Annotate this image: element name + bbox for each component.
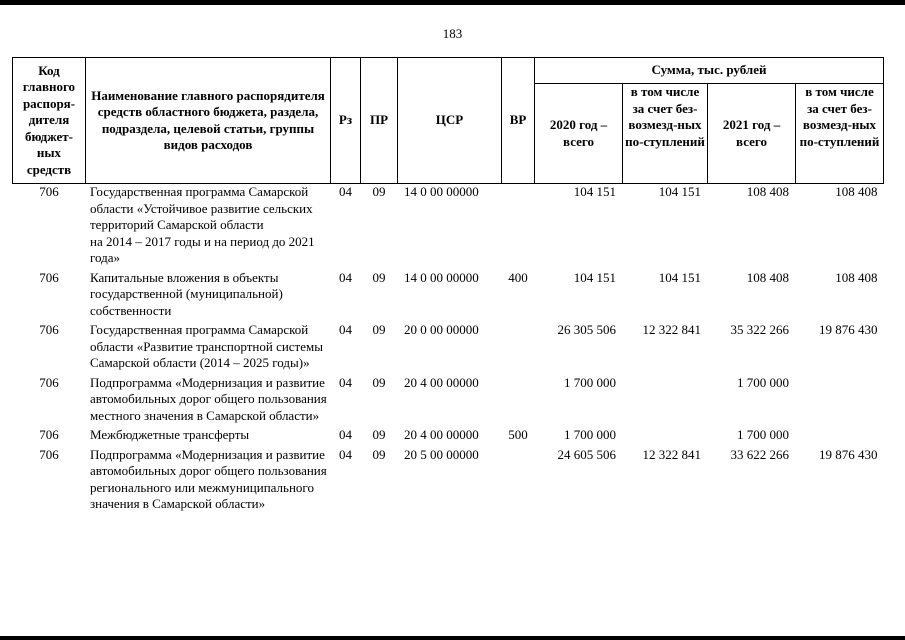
- bottom-border: [0, 636, 905, 640]
- cell-csr: 20 4 00 00000: [404, 374, 479, 390]
- header-2021-free: в том числе за счет без-возмезд-ных по-ступлений: [796, 84, 884, 184]
- cell-name: Подпрограмма «Модернизация и развитие автомобильных дорог общего пользования местного значения в Самарской области»: [90, 374, 327, 423]
- cell-2021-free: 19 876 430: [819, 322, 878, 337]
- cell-rz: 04: [339, 374, 352, 390]
- page-number: 183: [442, 26, 463, 41]
- cell-2021-total: 1 700 000: [737, 374, 789, 390]
- cell-pr: 09: [372, 269, 386, 285]
- cell-2020-free: 12 322 841: [642, 446, 701, 462]
- cell-csr: 14 0 00 00000: [404, 184, 479, 199]
- cell-2020-free: [623, 427, 708, 447]
- cell-2021-total: 35 322 266: [730, 322, 789, 337]
- table-row: [13, 270, 884, 323]
- cell-2020-total: 1 700 000: [564, 427, 616, 442]
- cell-2021-free: [796, 375, 884, 428]
- table-row: [13, 322, 884, 375]
- cell-name: Государственная программа Самарской области «Развитие транспортной системы Самарской области (2014 – 2025 годы)»: [90, 322, 323, 370]
- cell-name: Подпрограмма «Модернизация и развитие автомобильных дорог общего пользования регионального или межмуниципального значения в Самарской области»: [90, 446, 327, 511]
- cell-pr: 09: [372, 322, 386, 337]
- cell-vr: [502, 375, 535, 428]
- header-2020-total: 2020 год – всего: [535, 84, 623, 184]
- table-row: [13, 427, 884, 447]
- cell-csr: 20 0 00 00000: [404, 322, 479, 337]
- table-row: [13, 184, 884, 270]
- cell-code: 706: [39, 322, 59, 337]
- cell-rz: 04: [339, 322, 352, 337]
- header-vr: ВР: [502, 58, 535, 184]
- cell-2021-total: 33 622 266: [730, 446, 789, 462]
- cell-pr: 09: [372, 427, 386, 442]
- cell-code: 706: [39, 374, 59, 390]
- cell-rz: 04: [339, 269, 352, 285]
- cell-2020-total: 26 305 506: [557, 322, 616, 337]
- cell-2020-total: 104 151: [573, 269, 616, 285]
- cell-rz: 04: [339, 184, 352, 199]
- header-sum: Сумма, тыс. рублей: [535, 58, 884, 84]
- cell-2021-free: 19 876 430: [819, 446, 878, 462]
- table-row: [13, 375, 884, 428]
- top-border: [0, 0, 905, 5]
- header-name: Наименование главного распорядителя средств областного бюджета, раздела, подраздела, целевой статьи, группы видов расходов: [86, 58, 331, 184]
- cell-rz: 04: [339, 446, 352, 462]
- cell-2021-total: 108 408: [746, 184, 789, 199]
- header-pr: ПР: [361, 58, 398, 184]
- cell-2020-total: 24 605 506: [557, 446, 616, 462]
- cell-2020-free: 104 151: [658, 269, 701, 285]
- header-rz: Рз: [331, 58, 361, 184]
- cell-vr: 500: [508, 427, 528, 442]
- cell-2020-total: 1 700 000: [564, 374, 616, 390]
- header-2021-total: 2021 год – всего: [708, 84, 796, 184]
- cell-csr: 14 0 00 00000: [404, 269, 479, 285]
- cell-2020-free: 104 151: [658, 184, 701, 199]
- header-2020-free: в том числе за счет без-возмезд-ных по-ступлений: [623, 84, 708, 184]
- cell-pr: 09: [372, 374, 386, 390]
- table-body: [13, 184, 884, 516]
- cell-pr: 09: [372, 184, 386, 199]
- cell-name: Капитальные вложения в объекты государственной (муниципальной) собственности: [90, 269, 283, 318]
- cell-2021-free: 108 408: [835, 184, 878, 199]
- cell-code: 706: [39, 446, 59, 462]
- cell-vr: [502, 447, 535, 516]
- cell-vr: [502, 184, 535, 270]
- cell-2020-free: 12 322 841: [642, 322, 701, 337]
- cell-csr: 20 4 00 00000: [404, 427, 479, 442]
- header-code: Код главного распоря-дителя бюджет-ных средств: [13, 58, 86, 184]
- cell-csr: 20 5 00 00000: [404, 446, 479, 462]
- cell-name: Межбюджетные трансферты: [90, 427, 250, 442]
- cell-code: 706: [39, 427, 59, 442]
- cell-2021-total: 108 408: [746, 269, 789, 285]
- cell-code: 706: [39, 184, 59, 199]
- header-csr: ЦСР: [398, 58, 502, 184]
- cell-code: 706: [39, 269, 59, 285]
- cell-pr: 09: [372, 446, 386, 462]
- cell-rz: 04: [339, 427, 352, 442]
- cell-2020-free: [623, 375, 708, 428]
- cell-2021-total: 1 700 000: [737, 427, 789, 442]
- cell-vr: 400: [508, 269, 528, 285]
- cell-vr: [502, 322, 535, 375]
- table-header: [13, 58, 884, 184]
- budget-table: [12, 57, 884, 516]
- cell-2021-free: [796, 427, 884, 447]
- cell-2021-free: 108 408: [835, 269, 878, 285]
- cell-name: Государственная программа Самарской области «Устойчивое развитие сельских территорий Самарской области на 2014 – 2017 годы и на период до 2021 года»: [90, 184, 315, 265]
- cell-2020-total: 104 151: [573, 184, 616, 199]
- table-row: [13, 447, 884, 516]
